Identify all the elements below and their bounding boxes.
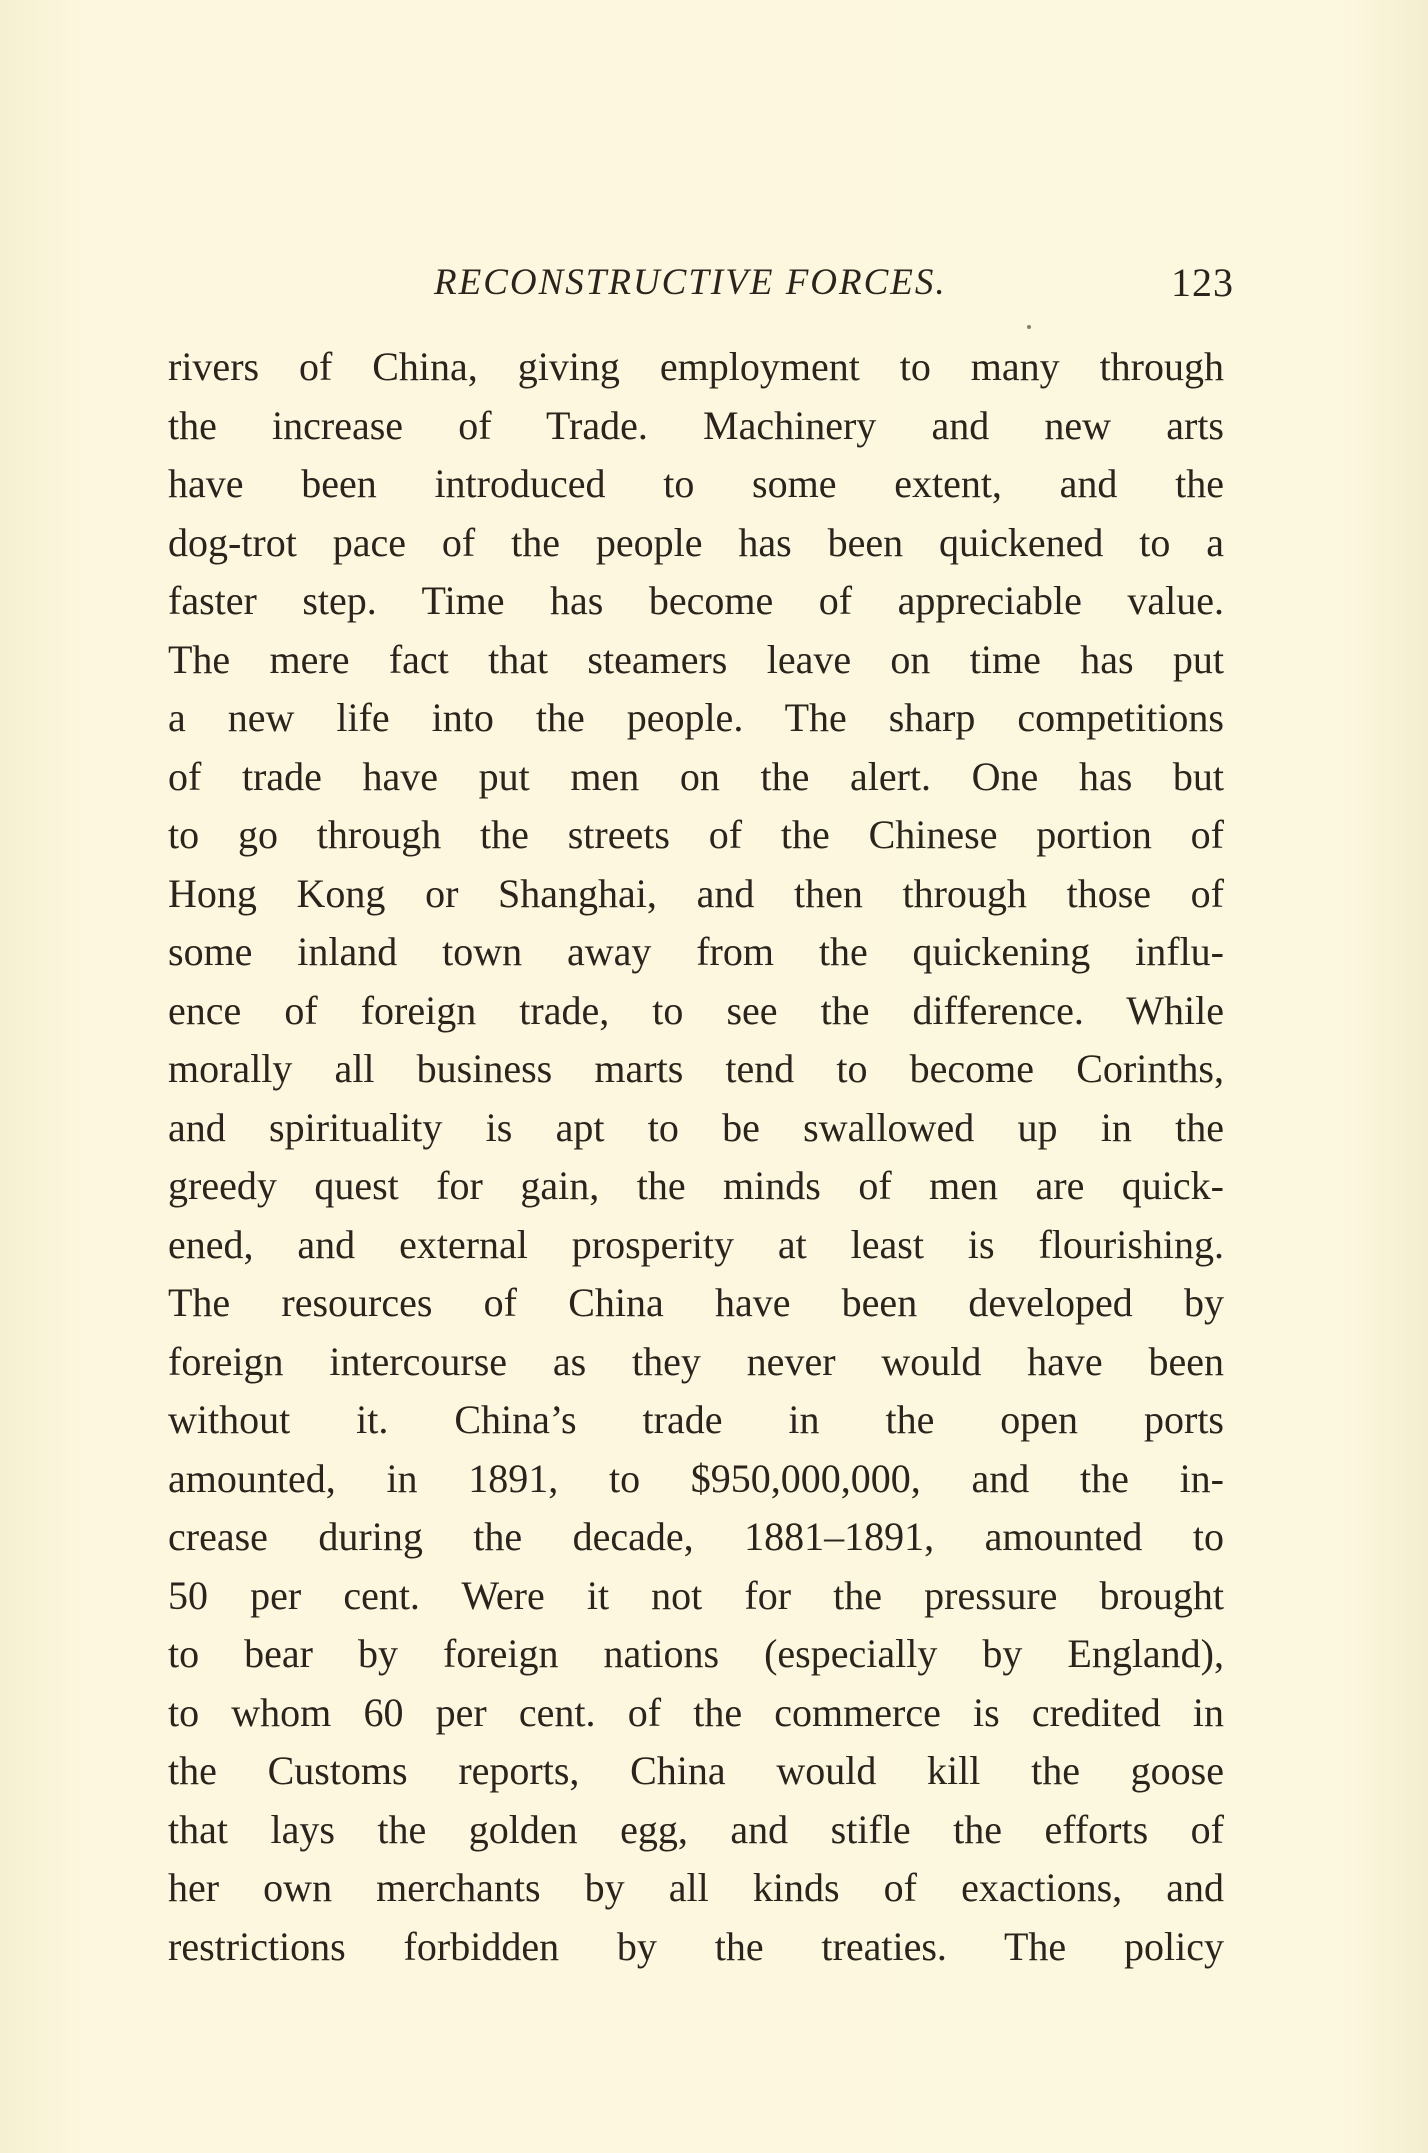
text-line: of trade have put men on the alert. One has but [168, 753, 1224, 799]
text-line: greedy quest for gain, the minds of men are quick- [168, 1163, 1224, 1208]
text-line: amounted, in 1891, to $950,000,000, and the in- [168, 1455, 1224, 1501]
text-line: that lays the golden egg, and stifle the efforts of [168, 1806, 1224, 1852]
text-line: 50 per cent. Were it not for the pressure brought [168, 1572, 1224, 1618]
text-line: morally all business marts tend to become Corinths, [168, 1046, 1224, 1091]
text-line: faster step. Time has become of appreciable value. [168, 578, 1224, 623]
text-line: ened, and external prosperity at least is flourishing. [168, 1221, 1224, 1267]
text-line: crease during the decade, 1881–1891, amounted to [168, 1514, 1224, 1559]
text-line: to go through the streets of the Chinese portion of [168, 812, 1224, 857]
text-line: have been introduced to some extent, and the [168, 461, 1224, 506]
text-line: rivers of China, giving employment to many through [168, 344, 1224, 389]
text-line: dog-trot pace of the people has been quickened to a [168, 519, 1224, 565]
text-line: her own merchants by all kinds of exactions, and [168, 1865, 1224, 1910]
text-line: without it. China’s trade in the open ports [168, 1397, 1224, 1442]
text-line: and spirituality is apt to be swallowed up in the [168, 1104, 1224, 1150]
text-line: to whom 60 per cent. of the commerce is credited in [168, 1689, 1224, 1735]
text-line: foreign intercourse as they never would have been [168, 1338, 1224, 1384]
paper-speck [1027, 325, 1031, 329]
text-line: some inland town away from the quickening influ- [168, 929, 1224, 974]
text-line: ence of foreign trade, to see the difference. While [168, 987, 1224, 1033]
text-line: the Customs reports, China would kill the goose [168, 1748, 1224, 1793]
text-line: restrictions forbidden by the treaties. The policy [168, 1923, 1224, 1969]
text-line: The resources of China have been developed by [168, 1280, 1224, 1325]
running-title: RECONSTRUCTIVE FORCES. [434, 262, 947, 303]
text-line: a new life into the people. The sharp competitions [168, 695, 1224, 740]
body-text [168, 338, 1224, 1976]
text-line: The mere fact that steamers leave on time has put [168, 636, 1224, 682]
running-head [168, 258, 1234, 308]
text-line: to bear by foreign nations (especially by England), [168, 1631, 1224, 1676]
page-number: 123 [1171, 260, 1234, 305]
text-line: the increase of Trade. Machinery and new arts [168, 402, 1224, 448]
text-line: Hong Kong or Shanghai, and then through those of [168, 870, 1224, 916]
